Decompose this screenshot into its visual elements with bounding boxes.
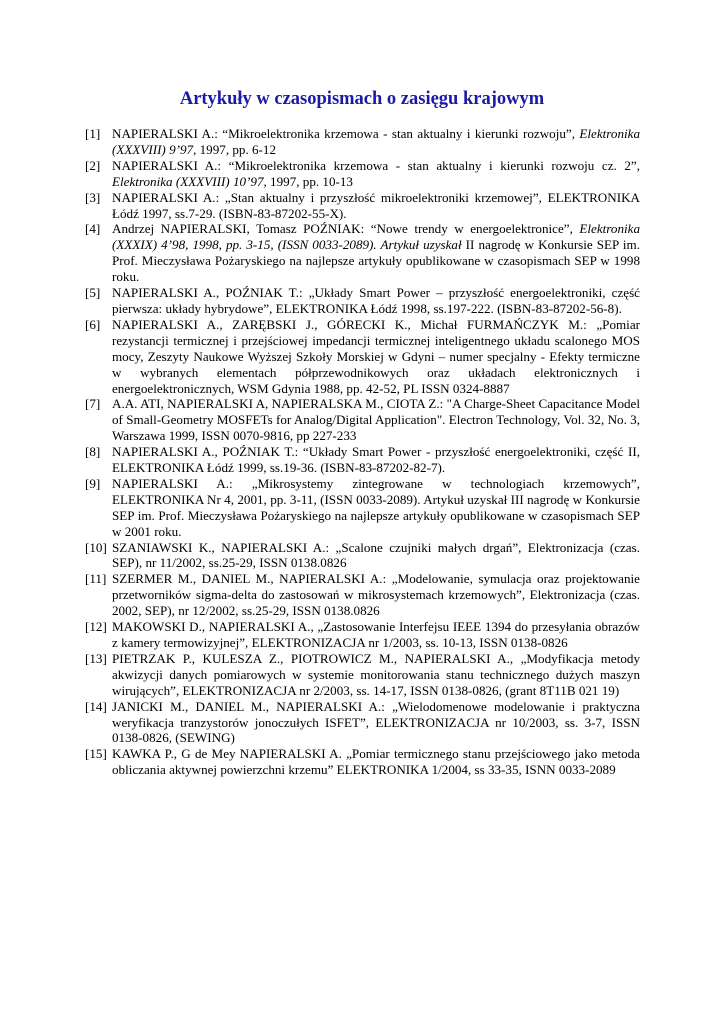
reference-text	[112, 746, 640, 777]
reference-item	[85, 746, 640, 778]
reference-number: [11]	[85, 571, 107, 587]
reference-item	[85, 699, 640, 747]
reference-item	[85, 396, 640, 444]
reference-text	[112, 126, 640, 157]
reference-journal-text: Elektronika (XXXIX) 4’98, 1998, pp. 3-15, (ISSN 0033-2089). Artykuł uzyskał	[112, 221, 640, 253]
reference-number: [3]	[85, 189, 101, 205]
reference-text	[112, 476, 640, 539]
reference-text	[112, 571, 640, 618]
reference-item	[85, 126, 640, 158]
reference-text-part: II nagrodę w Konkursie SEP im. Prof. Mieczysława Pożaryskiego na najlepsze artykuły opublikowane w czasopismach SEP w 1998 roku.	[112, 237, 640, 285]
reference-item	[85, 221, 640, 285]
page-title: Artykuły w czasopismach o zasięgu krajowym	[179, 89, 545, 109]
reference-text-part: , 1997, pp. 10-13	[263, 173, 353, 189]
reference-number: [14]	[85, 698, 107, 714]
reference-text-part: NAPIERALSKI A., POŹNIAK T.: “Układy Smart Power - przyszłość energoelektroniki, część II, ELEKTRONIKA Łódź 1999, ss.19-36. (ISBN-83-87202-82-7).	[112, 444, 640, 476]
reference-number: [13]	[85, 650, 107, 666]
reference-number: [7]	[85, 396, 101, 412]
reference-text	[112, 651, 640, 698]
reference-item	[85, 571, 640, 619]
reference-item	[85, 476, 640, 540]
reference-text-part: KAWKA P., G de Mey NAPIERALSKI A. „Pomiar termicznego stanu przejściowego jako metoda obliczania aktywnej powierzchni krzemu” ELEKTRONIKA 1/2004, ss 33-35, ISNN 0033-2089	[112, 746, 640, 778]
reference-text-part: NAPIERALSKI A.: “Mikroelektronika krzemowa - stan aktualny i kierunki rozwoju”,	[112, 126, 580, 141]
reference-item	[85, 540, 640, 572]
reference-text-part: NAPIERALSKI A.: „Mikrosystemy zintegrowane w technologiach krzemowych”, ELEKTRONIKA Nr 4, 2001, pp. 3-11, (ISSN 0033-2089). Artykuł uzyskał III nagrodę w Konkursie SEP im. Prof. Mieczysława Pożaryskiego na najlepsze artykuły opublikowane w czasopismach SEP w 2001 roku.	[112, 475, 640, 539]
reference-text	[112, 699, 640, 746]
reference-text-part: NAPIERALSKI A.: „Stan aktualny i przyszłość mikroelektroniki krzemowej”, ELEKTRONIKA Łódź 1997, ss.7-29. (ISBN-83-87202-55-X).	[112, 189, 640, 221]
reference-text-part: NAPIERALSKI A., ZARĘBSKI J., GÓRECKI K., Michał FURMAŃCZYK M.: „Pomiar rezystancji termicznej i przejściowej impedancji termicznej inteligentnego układu scalonego MOS mocy, Zeszyty Naukowe Wyższej Szkoły Morskiej w Gdyni – numer specjalny - Efekty termiczne w wybranych elementach półprzewodnikowych oraz układach elektronicznych i energoelektronicznych, WSM Gdynia 1988, pp. 42-52, PL ISSN 0324-8887	[112, 316, 640, 396]
reference-text-part: , 1997, pp. 6-12	[193, 141, 277, 157]
reference-text-part: Andrzej NAPIERALSKI, Tomasz POŹNIAK: “Nowe trendy w energoelektronice”,	[112, 221, 580, 237]
reference-text	[112, 444, 640, 475]
reference-text	[112, 396, 640, 443]
reference-text-part: NAPIERALSKI A.: “Mikroelektronika krzemowa - stan aktualny i kierunki rozwoju cz. 2”,	[112, 157, 640, 173]
reference-text	[112, 619, 640, 650]
reference-journal-text: Elektronika (XXXVIII) 10’97	[112, 173, 264, 189]
reference-text	[112, 190, 640, 221]
reference-number: [15]	[85, 746, 107, 762]
reference-text-part: JANICKI M., DANIEL M., NAPIERALSKI A.: „Wielodomenowe modelowanie i praktyczna weryfikacja tranzystorów jonoczułych ISFET”, ELEKTRONIZACJA nr 10/2003, ss. 3-7, ISSN 0138-0826, (SEWING)	[112, 698, 640, 746]
reference-number: [5]	[85, 285, 101, 301]
reference-text	[112, 285, 640, 316]
reference-number: [6]	[85, 316, 101, 332]
reference-text-part: A.A. ATI, NAPIERALSKI A, NAPIERALSKA M., CIOTA Z.: "A Charge-Sheet Capacitance Model of Small-Geometry MOSFETs for Analog/Digital Application". Electron Technology, Vol. 32, No. 3, Warszawa 1999, ISSN 0070-9816, pp 227-233	[112, 396, 640, 444]
reference-number: [12]	[85, 619, 107, 635]
reference-journal-text: Elektronika (XXXVIII) 9’97	[112, 126, 640, 157]
reference-text	[112, 540, 640, 571]
reference-number: [8]	[85, 444, 101, 460]
reference-number: [2]	[85, 157, 101, 173]
reference-text	[112, 158, 640, 189]
reference-item	[85, 444, 640, 476]
reference-text-part: MAKOWSKI D., NAPIERALSKI A., „Zastosowanie Interfejsu IEEE 1394 do przesyłania obrazów z kamery termowizyjnej”, ELEKTRONIZACJA nr 1/2003, ss. 10-13, ISSN 0138-0826	[112, 619, 640, 650]
reference-number: [10]	[85, 539, 107, 555]
reference-text	[112, 221, 640, 284]
reference-text-part: SZANIAWSKI K., NAPIERALSKI A.: „Scalone czujniki małych drgań”, Elektronizacja (czas. SEP), nr 11/2002, ss.25-29, ISSN 0138.0826	[112, 539, 640, 571]
reference-text-part: NAPIERALSKI A., POŹNIAK T.: „Układy Smart Power – przyszłość energoelektroniki, część pierwsza: układy hybrydowe”, ELEKTRONIKA Łódź 1998, ss.197-222. (ISBN-83-87202-56-8).	[112, 285, 640, 316]
reference-item	[85, 317, 640, 397]
reference-item	[85, 651, 640, 699]
reference-item	[85, 619, 640, 651]
reference-number: [1]	[85, 126, 101, 141]
reference-number: [4]	[85, 221, 101, 237]
reference-text-part: SZERMER M., DANIEL M., NAPIERALSKI A.: „Modelowanie, symulacja oraz projektowanie przetworników sigma-delta do zastosowań w mikrosystemach krzemowych”, Elektronizacja (czas. 2002, SEP), nr 12/2002, ss.25-29, ISSN 0138.0826	[112, 571, 640, 619]
reference-item	[85, 158, 640, 190]
reference-item	[85, 190, 640, 222]
reference-text	[112, 317, 640, 396]
reference-list	[85, 126, 640, 778]
reference-number: [9]	[85, 475, 101, 491]
reference-item	[85, 285, 640, 317]
reference-text-part: PIETRZAK P., KULESZA Z., PIOTROWICZ M., NAPIERALSKI A., „Modyfikacja metody akwizycji danych pomiarowych w systemie monitorowania stanu technicznego dużych maszyn wirujących”, ELEKTRONIZACJA nr 2/2003, ss. 14-17, ISSN 0138-0826, (grant 8T11B 021 19)	[112, 650, 640, 698]
